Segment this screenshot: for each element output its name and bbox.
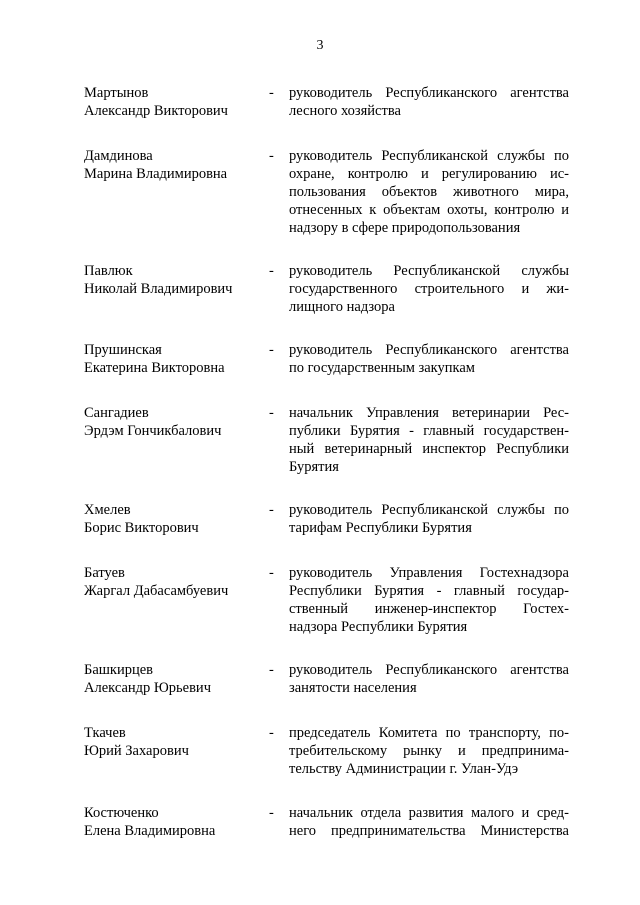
given-names: Борис Викторович <box>84 520 199 536</box>
person-name <box>84 661 264 697</box>
person-name <box>84 804 264 840</box>
dash-separator: - <box>269 725 274 741</box>
dash-separator: - <box>269 565 274 581</box>
position-description <box>289 501 569 537</box>
given-names: Екатерина Викторовна <box>84 360 225 376</box>
role-line: ственный инженер-инспектор Гостех- <box>289 601 569 617</box>
surname: Сангадиев <box>84 405 149 421</box>
surname: Хмелев <box>84 502 131 518</box>
role-line: охране, контролю и регулированию ис- <box>289 166 569 182</box>
person-name <box>84 262 264 298</box>
role-line: отнесенных к объектам охоты, контролю и <box>289 202 569 218</box>
role-line: публики Бурятия - главный государствен- <box>289 423 569 439</box>
page-number: 3 <box>316 38 324 53</box>
role-line: руководитель Республиканского агентства <box>289 342 569 358</box>
dash-separator: - <box>269 263 274 279</box>
role-line: руководитель Республиканского агентства <box>289 662 569 678</box>
role-line: по государственным закупкам <box>289 360 475 376</box>
person-name <box>84 724 264 760</box>
given-names: Марина Владимировна <box>84 166 228 182</box>
dash-separator: - <box>269 805 274 821</box>
role-line: ный ветеринарный инспектор Республики <box>289 441 569 457</box>
person-name <box>84 341 264 377</box>
position-description <box>289 661 569 697</box>
given-names: Юрий Захарович <box>84 743 189 759</box>
surname: Башкирцев <box>84 662 154 678</box>
dash-separator: - <box>269 85 274 101</box>
position-description <box>289 84 569 120</box>
given-names: Елена Владимировна <box>84 823 216 839</box>
given-names: Александр Викторович <box>84 103 228 119</box>
role-line: председатель Комитета по транспорту, по- <box>289 725 569 741</box>
surname: Прушинская <box>84 342 162 358</box>
role-line: надзору в сфере природопользования <box>289 220 521 236</box>
role-line: тарифам Республики Бурятия <box>289 520 472 536</box>
surname: Костюченко <box>84 805 159 821</box>
surname: Павлюк <box>84 263 133 279</box>
position-description <box>289 724 569 778</box>
role-line: Республики Бурятия - главный государ- <box>289 583 569 599</box>
position-description <box>289 147 569 237</box>
role-line: руководитель Республиканской службы по <box>289 148 569 164</box>
dash-separator: - <box>269 502 274 518</box>
surname: Мартынов <box>84 85 149 101</box>
given-names: Жаргал Дабасамбуевич <box>84 583 229 599</box>
given-names: Эрдэм Гончикбалович <box>84 423 222 439</box>
dash-separator: - <box>269 405 274 421</box>
role-line: него предпринимательства Министерства <box>289 823 569 839</box>
role-line: требительскому рынку и предпринима- <box>289 743 569 759</box>
role-line: руководитель Республиканской службы <box>289 263 569 279</box>
position-description <box>289 341 569 377</box>
person-name <box>84 147 264 183</box>
role-line: государственного строительного и жи- <box>289 281 569 297</box>
role-line: руководитель Республиканской службы по <box>289 502 569 518</box>
position-description <box>289 804 569 840</box>
dash-separator: - <box>269 148 274 164</box>
dash-separator: - <box>269 662 274 678</box>
position-description <box>289 262 569 316</box>
role-line: лищного надзора <box>289 299 395 315</box>
role-line: тельству Администрации г. Улан-Удэ <box>289 761 519 777</box>
role-line: руководитель Управления Гостехнадзора <box>289 565 569 581</box>
role-line: Бурятия <box>289 459 339 475</box>
person-name <box>84 501 264 537</box>
person-name <box>84 564 264 600</box>
role-line: руководитель Республиканского агентства <box>289 85 569 101</box>
surname: Ткачев <box>84 725 126 741</box>
person-name <box>84 84 264 120</box>
position-description <box>289 564 569 636</box>
given-names: Николай Владимирович <box>84 281 233 297</box>
dash-separator: - <box>269 342 274 358</box>
surname: Батуев <box>84 565 125 581</box>
role-line: занятости населения <box>289 680 417 696</box>
role-line: надзора Республики Бурятия <box>289 619 468 635</box>
role-line: пользования объектов животного мира, <box>289 184 569 200</box>
given-names: Александр Юрьевич <box>84 680 211 696</box>
surname: Дамдинова <box>84 148 153 164</box>
role-line: лесного хозяйства <box>289 103 401 119</box>
role-line: начальник отдела развития малого и сред- <box>289 805 569 821</box>
person-name <box>84 404 264 440</box>
role-line: начальник Управления ветеринарии Рес- <box>289 405 569 421</box>
position-description <box>289 404 569 476</box>
